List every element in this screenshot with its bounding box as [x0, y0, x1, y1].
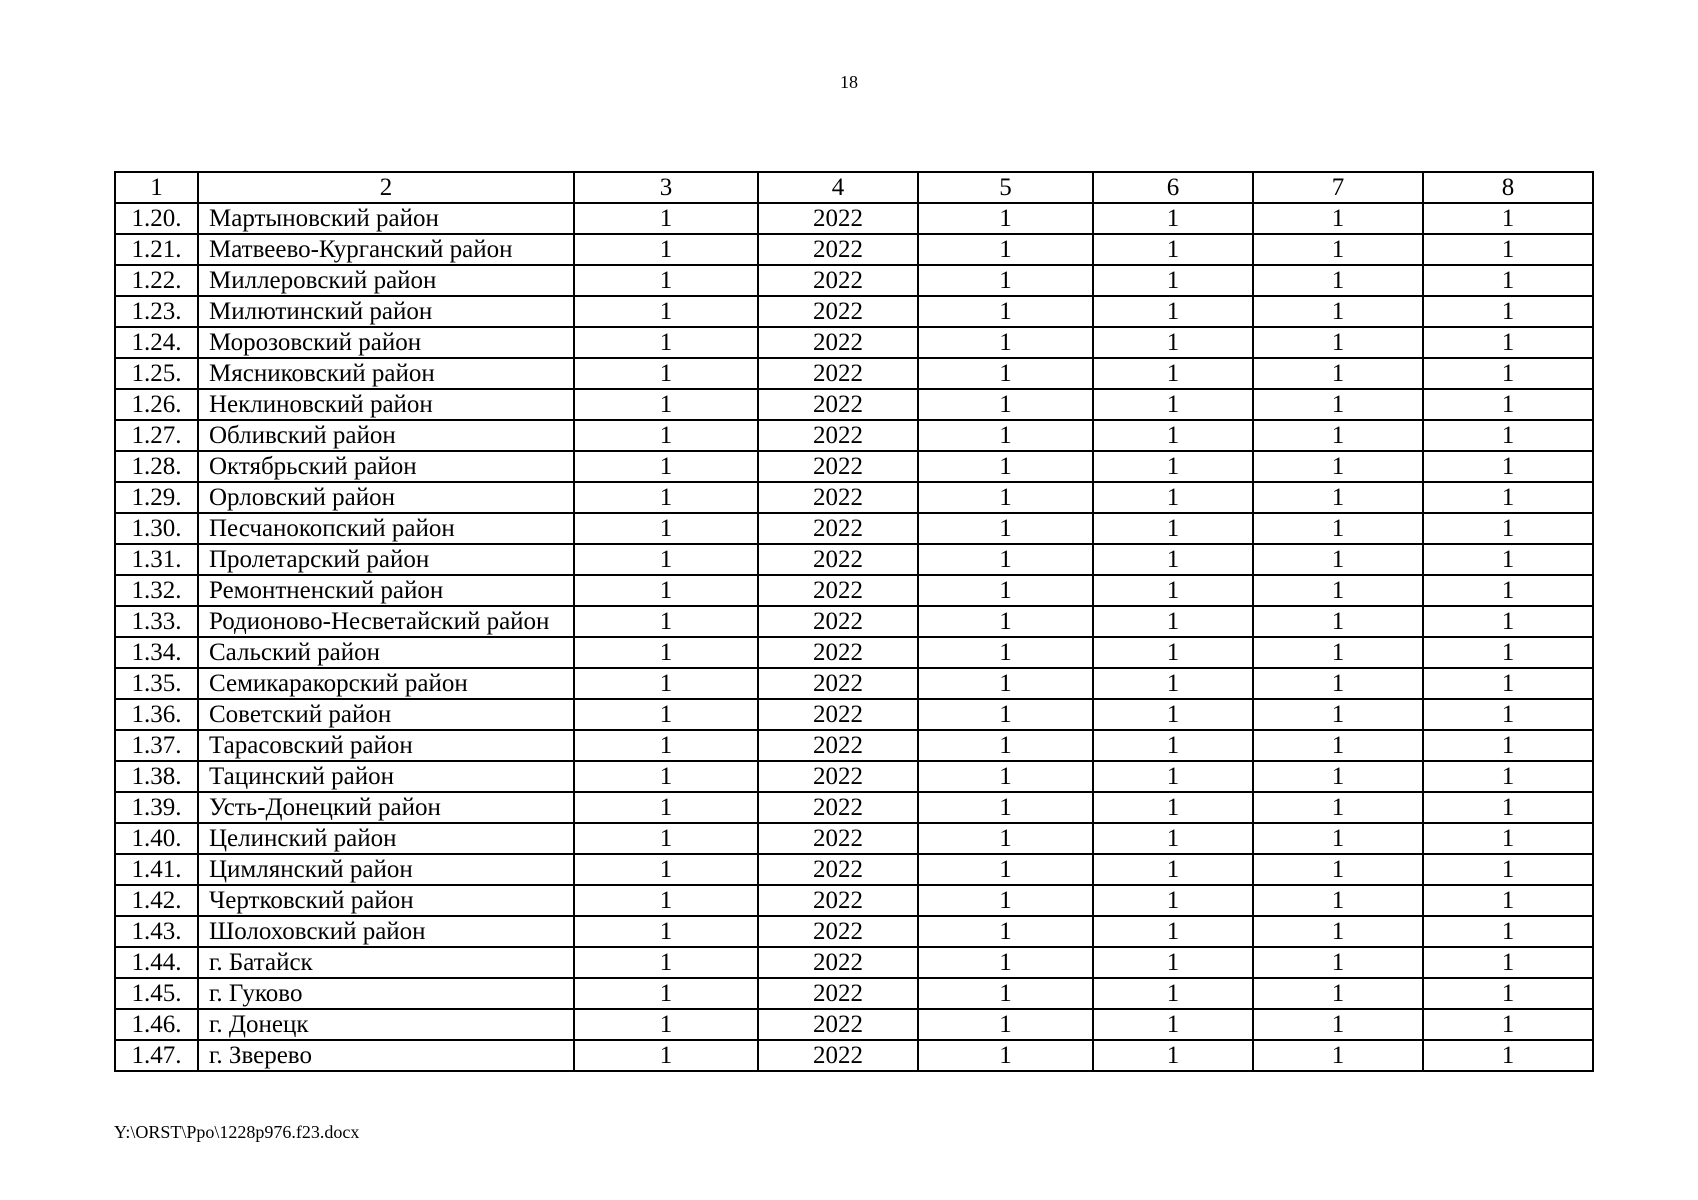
- column-header: 3: [574, 172, 758, 203]
- table-row: [115, 327, 1593, 358]
- row-number-cell: 1.32.: [115, 575, 198, 606]
- col6-cell: 1: [1093, 234, 1253, 265]
- row-number-cell: 1.27.: [115, 420, 198, 451]
- col5-cell: 1: [918, 389, 1093, 420]
- col7-cell: 1: [1253, 358, 1423, 389]
- col8-cell: 1: [1423, 699, 1593, 730]
- district-name-cell: Родионово-Несветайский район: [198, 606, 574, 637]
- col6-cell: 1: [1093, 761, 1253, 792]
- column-header: 7: [1253, 172, 1423, 203]
- table-row: [115, 947, 1593, 978]
- year-cell: 2022: [758, 668, 918, 699]
- col3-cell: 1: [574, 513, 758, 544]
- district-name-cell: Песчанокопский район: [198, 513, 574, 544]
- year-cell: 2022: [758, 544, 918, 575]
- col5-cell: 1: [918, 544, 1093, 575]
- row-number-cell: 1.24.: [115, 327, 198, 358]
- col8-cell: 1: [1423, 265, 1593, 296]
- col7-cell: 1: [1253, 420, 1423, 451]
- col6-cell: 1: [1093, 482, 1253, 513]
- col5-cell: 1: [918, 234, 1093, 265]
- col6-cell: 1: [1093, 854, 1253, 885]
- column-header: 8: [1423, 172, 1593, 203]
- col8-cell: 1: [1423, 916, 1593, 947]
- district-name-cell: г. Донецк: [198, 1009, 574, 1040]
- year-cell: 2022: [758, 854, 918, 885]
- year-cell: 2022: [758, 885, 918, 916]
- year-cell: 2022: [758, 389, 918, 420]
- col6-cell: 1: [1093, 575, 1253, 606]
- table-row: [115, 637, 1593, 668]
- column-header: 5: [918, 172, 1093, 203]
- row-number-cell: 1.46.: [115, 1009, 198, 1040]
- col3-cell: 1: [574, 482, 758, 513]
- col7-cell: 1: [1253, 637, 1423, 668]
- col6-cell: 1: [1093, 327, 1253, 358]
- row-number-cell: 1.44.: [115, 947, 198, 978]
- year-cell: 2022: [758, 606, 918, 637]
- col6-cell: 1: [1093, 699, 1253, 730]
- row-number-cell: 1.26.: [115, 389, 198, 420]
- col5-cell: 1: [918, 203, 1093, 234]
- table-row: [115, 265, 1593, 296]
- table-row: [115, 420, 1593, 451]
- district-name-cell: Милютинский район: [198, 296, 574, 327]
- col6-cell: 1: [1093, 823, 1253, 854]
- year-cell: 2022: [758, 296, 918, 327]
- district-name-cell: Шолоховский район: [198, 916, 574, 947]
- col8-cell: 1: [1423, 544, 1593, 575]
- col7-cell: 1: [1253, 544, 1423, 575]
- col3-cell: 1: [574, 668, 758, 699]
- year-cell: 2022: [758, 203, 918, 234]
- col8-cell: 1: [1423, 203, 1593, 234]
- col6-cell: 1: [1093, 637, 1253, 668]
- col7-cell: 1: [1253, 296, 1423, 327]
- col8-cell: 1: [1423, 792, 1593, 823]
- table-row: [115, 885, 1593, 916]
- col3-cell: 1: [574, 544, 758, 575]
- col5-cell: 1: [918, 606, 1093, 637]
- column-header: 4: [758, 172, 918, 203]
- table-row: [115, 513, 1593, 544]
- district-name-cell: Чертковский район: [198, 885, 574, 916]
- row-number-cell: 1.37.: [115, 730, 198, 761]
- col6-cell: 1: [1093, 544, 1253, 575]
- district-name-cell: Советский район: [198, 699, 574, 730]
- col7-cell: 1: [1253, 482, 1423, 513]
- col7-cell: 1: [1253, 389, 1423, 420]
- col3-cell: 1: [574, 792, 758, 823]
- col3-cell: 1: [574, 203, 758, 234]
- page-number: 18: [840, 72, 858, 92]
- col8-cell: 1: [1423, 389, 1593, 420]
- col6-cell: 1: [1093, 916, 1253, 947]
- year-cell: 2022: [758, 699, 918, 730]
- col3-cell: 1: [574, 575, 758, 606]
- row-number-cell: 1.47.: [115, 1040, 198, 1071]
- year-cell: 2022: [758, 916, 918, 947]
- row-number-cell: 1.39.: [115, 792, 198, 823]
- col7-cell: 1: [1253, 854, 1423, 885]
- col5-cell: 1: [918, 854, 1093, 885]
- year-cell: 2022: [758, 513, 918, 544]
- col7-cell: 1: [1253, 730, 1423, 761]
- table-row: [115, 575, 1593, 606]
- table-row: [115, 854, 1593, 885]
- row-number-cell: 1.22.: [115, 265, 198, 296]
- district-name-cell: Тарасовский район: [198, 730, 574, 761]
- district-name-cell: Матвеево-Курганский район: [198, 234, 574, 265]
- year-cell: 2022: [758, 947, 918, 978]
- col3-cell: 1: [574, 296, 758, 327]
- col6-cell: 1: [1093, 358, 1253, 389]
- row-number-cell: 1.34.: [115, 637, 198, 668]
- col6-cell: 1: [1093, 978, 1253, 1009]
- col6-cell: 1: [1093, 668, 1253, 699]
- col3-cell: 1: [574, 234, 758, 265]
- col6-cell: 1: [1093, 513, 1253, 544]
- row-number-cell: 1.45.: [115, 978, 198, 1009]
- col8-cell: 1: [1423, 854, 1593, 885]
- col5-cell: 1: [918, 885, 1093, 916]
- table-row: [115, 544, 1593, 575]
- row-number-cell: 1.38.: [115, 761, 198, 792]
- year-cell: 2022: [758, 761, 918, 792]
- col8-cell: 1: [1423, 234, 1593, 265]
- table-row: [115, 730, 1593, 761]
- col3-cell: 1: [574, 854, 758, 885]
- year-cell: 2022: [758, 637, 918, 668]
- col7-cell: 1: [1253, 203, 1423, 234]
- table-row: [115, 234, 1593, 265]
- col5-cell: 1: [918, 823, 1093, 854]
- col6-cell: 1: [1093, 389, 1253, 420]
- district-name-cell: Усть-Донецкий район: [198, 792, 574, 823]
- col7-cell: 1: [1253, 978, 1423, 1009]
- table-row: [115, 451, 1593, 482]
- year-cell: 2022: [758, 1040, 918, 1071]
- district-name-cell: Мартыновский район: [198, 203, 574, 234]
- col8-cell: 1: [1423, 730, 1593, 761]
- col5-cell: 1: [918, 451, 1093, 482]
- col5-cell: 1: [918, 482, 1093, 513]
- col5-cell: 1: [918, 296, 1093, 327]
- row-number-cell: 1.43.: [115, 916, 198, 947]
- col7-cell: 1: [1253, 327, 1423, 358]
- col3-cell: 1: [574, 327, 758, 358]
- col3-cell: 1: [574, 885, 758, 916]
- col7-cell: 1: [1253, 451, 1423, 482]
- row-number-cell: 1.31.: [115, 544, 198, 575]
- table-row: [115, 699, 1593, 730]
- col6-cell: 1: [1093, 203, 1253, 234]
- col3-cell: 1: [574, 978, 758, 1009]
- row-number-cell: 1.23.: [115, 296, 198, 327]
- table-row: [115, 978, 1593, 1009]
- district-name-cell: Мясниковский район: [198, 358, 574, 389]
- year-cell: 2022: [758, 420, 918, 451]
- col8-cell: 1: [1423, 358, 1593, 389]
- col8-cell: 1: [1423, 451, 1593, 482]
- row-number-cell: 1.35.: [115, 668, 198, 699]
- col6-cell: 1: [1093, 730, 1253, 761]
- row-number-cell: 1.25.: [115, 358, 198, 389]
- table-row: [115, 668, 1593, 699]
- col5-cell: 1: [918, 265, 1093, 296]
- col5-cell: 1: [918, 358, 1093, 389]
- col6-cell: 1: [1093, 265, 1253, 296]
- col7-cell: 1: [1253, 916, 1423, 947]
- year-cell: 2022: [758, 792, 918, 823]
- row-number-cell: 1.21.: [115, 234, 198, 265]
- col8-cell: 1: [1423, 296, 1593, 327]
- col3-cell: 1: [574, 947, 758, 978]
- col3-cell: 1: [574, 1009, 758, 1040]
- col3-cell: 1: [574, 637, 758, 668]
- col5-cell: 1: [918, 978, 1093, 1009]
- col7-cell: 1: [1253, 1009, 1423, 1040]
- district-name-cell: Миллеровский район: [198, 265, 574, 296]
- year-cell: 2022: [758, 978, 918, 1009]
- row-number-cell: 1.28.: [115, 451, 198, 482]
- district-name-cell: Октябрьский район: [198, 451, 574, 482]
- district-name-cell: Ремонтненский район: [198, 575, 574, 606]
- col6-cell: 1: [1093, 451, 1253, 482]
- col8-cell: 1: [1423, 668, 1593, 699]
- col8-cell: 1: [1423, 947, 1593, 978]
- col8-cell: 1: [1423, 885, 1593, 916]
- col3-cell: 1: [574, 823, 758, 854]
- col8-cell: 1: [1423, 482, 1593, 513]
- district-name-cell: Цимлянский район: [198, 854, 574, 885]
- col6-cell: 1: [1093, 947, 1253, 978]
- table-row: [115, 792, 1593, 823]
- col3-cell: 1: [574, 389, 758, 420]
- district-name-cell: Обливский район: [198, 420, 574, 451]
- year-cell: 2022: [758, 1009, 918, 1040]
- table-row: [115, 296, 1593, 327]
- col7-cell: 1: [1253, 234, 1423, 265]
- district-name-cell: Пролетарский район: [198, 544, 574, 575]
- district-name-cell: Семикаракорский район: [198, 668, 574, 699]
- table-row: [115, 358, 1593, 389]
- district-name-cell: Неклиновский район: [198, 389, 574, 420]
- document-table: [114, 171, 1594, 1072]
- col5-cell: 1: [918, 699, 1093, 730]
- col5-cell: 1: [918, 947, 1093, 978]
- district-name-cell: Орловский район: [198, 482, 574, 513]
- col3-cell: 1: [574, 451, 758, 482]
- col7-cell: 1: [1253, 265, 1423, 296]
- col7-cell: 1: [1253, 668, 1423, 699]
- district-name-cell: г. Гуково: [198, 978, 574, 1009]
- table-row: [115, 389, 1593, 420]
- col5-cell: 1: [918, 792, 1093, 823]
- year-cell: 2022: [758, 265, 918, 296]
- col5-cell: 1: [918, 730, 1093, 761]
- row-number-cell: 1.29.: [115, 482, 198, 513]
- table-row: [115, 1040, 1593, 1071]
- col6-cell: 1: [1093, 606, 1253, 637]
- col8-cell: 1: [1423, 1009, 1593, 1040]
- col7-cell: 1: [1253, 885, 1423, 916]
- col3-cell: 1: [574, 1040, 758, 1071]
- district-name-cell: Сальский район: [198, 637, 574, 668]
- col5-cell: 1: [918, 575, 1093, 606]
- col8-cell: 1: [1423, 978, 1593, 1009]
- col7-cell: 1: [1253, 606, 1423, 637]
- col5-cell: 1: [918, 761, 1093, 792]
- row-number-cell: 1.20.: [115, 203, 198, 234]
- year-cell: 2022: [758, 730, 918, 761]
- col8-cell: 1: [1423, 606, 1593, 637]
- year-cell: 2022: [758, 358, 918, 389]
- col7-cell: 1: [1253, 699, 1423, 730]
- district-name-cell: Тацинский район: [198, 761, 574, 792]
- table-row: [115, 823, 1593, 854]
- year-cell: 2022: [758, 234, 918, 265]
- table-row: [115, 1009, 1593, 1040]
- col3-cell: 1: [574, 420, 758, 451]
- row-number-cell: 1.41.: [115, 854, 198, 885]
- col5-cell: 1: [918, 916, 1093, 947]
- col6-cell: 1: [1093, 420, 1253, 451]
- col8-cell: 1: [1423, 513, 1593, 544]
- table-row: [115, 916, 1593, 947]
- col8-cell: 1: [1423, 823, 1593, 854]
- col7-cell: 1: [1253, 792, 1423, 823]
- col8-cell: 1: [1423, 761, 1593, 792]
- col6-cell: 1: [1093, 792, 1253, 823]
- column-header: 2: [198, 172, 574, 203]
- col5-cell: 1: [918, 327, 1093, 358]
- col8-cell: 1: [1423, 327, 1593, 358]
- row-number-cell: 1.30.: [115, 513, 198, 544]
- col7-cell: 1: [1253, 575, 1423, 606]
- table-row: [115, 761, 1593, 792]
- col8-cell: 1: [1423, 1040, 1593, 1071]
- col3-cell: 1: [574, 699, 758, 730]
- row-number-cell: 1.40.: [115, 823, 198, 854]
- col6-cell: 1: [1093, 885, 1253, 916]
- col7-cell: 1: [1253, 1040, 1423, 1071]
- col3-cell: 1: [574, 606, 758, 637]
- year-cell: 2022: [758, 575, 918, 606]
- col6-cell: 1: [1093, 296, 1253, 327]
- year-cell: 2022: [758, 451, 918, 482]
- column-header: 6: [1093, 172, 1253, 203]
- col8-cell: 1: [1423, 637, 1593, 668]
- year-cell: 2022: [758, 482, 918, 513]
- year-cell: 2022: [758, 823, 918, 854]
- col8-cell: 1: [1423, 575, 1593, 606]
- col5-cell: 1: [918, 668, 1093, 699]
- row-number-cell: 1.33.: [115, 606, 198, 637]
- col5-cell: 1: [918, 1009, 1093, 1040]
- district-name-cell: Морозовский район: [198, 327, 574, 358]
- district-name-cell: Целинский район: [198, 823, 574, 854]
- col3-cell: 1: [574, 265, 758, 296]
- district-name-cell: г. Батайск: [198, 947, 574, 978]
- col5-cell: 1: [918, 637, 1093, 668]
- col7-cell: 1: [1253, 513, 1423, 544]
- col6-cell: 1: [1093, 1040, 1253, 1071]
- table-row: [115, 606, 1593, 637]
- table-body: [115, 172, 1593, 1071]
- table-header-row: [115, 172, 1593, 203]
- col5-cell: 1: [918, 513, 1093, 544]
- column-header: 1: [115, 172, 198, 203]
- table-row: [115, 482, 1593, 513]
- footer-file-path: Y:\ORST\Ppo\1228p976.f23.docx: [114, 1122, 360, 1142]
- col5-cell: 1: [918, 420, 1093, 451]
- table-row: [115, 203, 1593, 234]
- col3-cell: 1: [574, 730, 758, 761]
- col3-cell: 1: [574, 916, 758, 947]
- col7-cell: 1: [1253, 823, 1423, 854]
- row-number-cell: 1.36.: [115, 699, 198, 730]
- col6-cell: 1: [1093, 1009, 1253, 1040]
- year-cell: 2022: [758, 327, 918, 358]
- col7-cell: 1: [1253, 761, 1423, 792]
- col3-cell: 1: [574, 358, 758, 389]
- district-name-cell: г. Зверево: [198, 1040, 574, 1071]
- row-number-cell: 1.42.: [115, 885, 198, 916]
- col8-cell: 1: [1423, 420, 1593, 451]
- col7-cell: 1: [1253, 947, 1423, 978]
- col5-cell: 1: [918, 1040, 1093, 1071]
- col3-cell: 1: [574, 761, 758, 792]
